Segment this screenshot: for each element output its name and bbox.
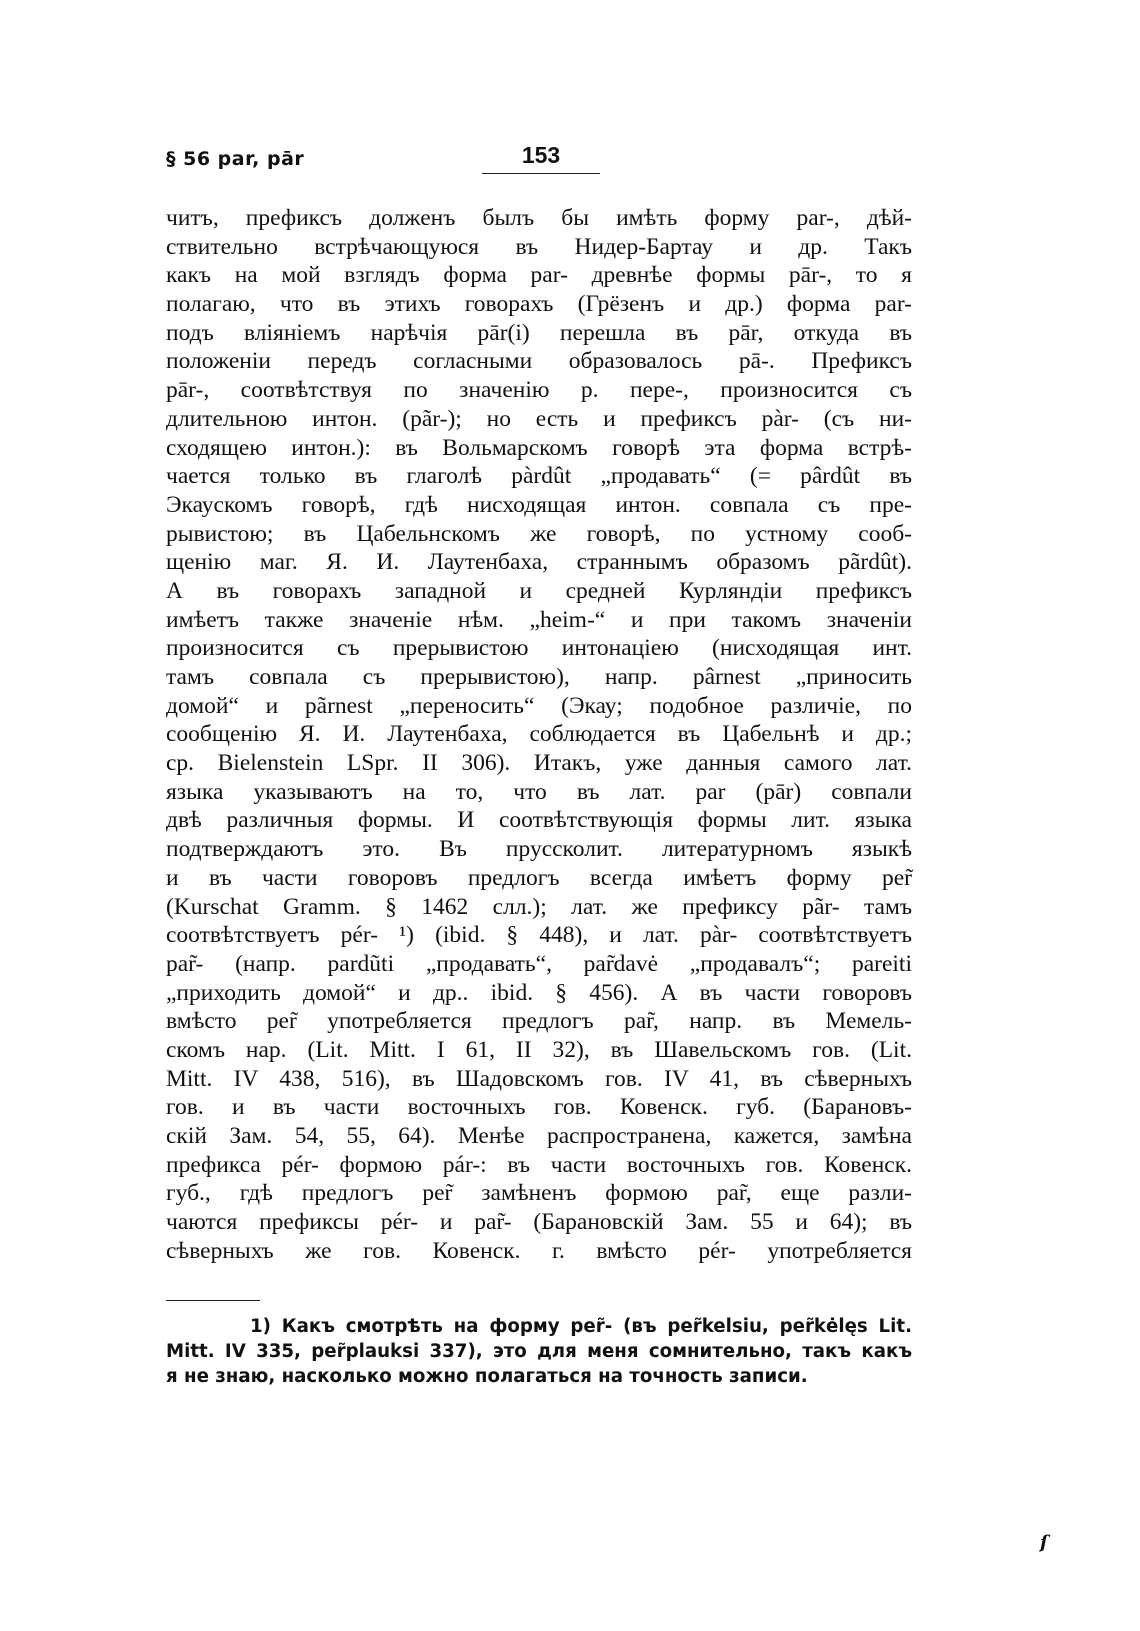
text-line: скомъ нар. (Lit. Mitt. I 61, II 32), въ Шавельскомъ гов. (Lit. bbox=[166, 1036, 912, 1063]
text-line: произносится съ прерывистою интонаціею (нисходящая инт. bbox=[166, 635, 912, 662]
text-line: читъ, префиксъ долженъ былъ бы имѣть форму par-, дѣй- bbox=[166, 205, 912, 231]
text-line: какъ на мой взглядъ форма par- древнѣе формы pār-, то я bbox=[166, 262, 912, 289]
text-line: префикса pér- формою pár-: въ части восточныхъ гов. Ковенск. bbox=[166, 1151, 912, 1178]
text-line: сообщенію Я. И. Лаутенбаха, соблюдается въ Цабельнѣ и др.; bbox=[166, 721, 912, 748]
text-line: вмѣсто per̃ употребляется предлогъ par̃, напр. въ Мемель- bbox=[166, 1008, 912, 1035]
stray-print-mark: ſ bbox=[1040, 1532, 1048, 1553]
running-head bbox=[166, 142, 906, 178]
text-line: чаются префиксы pér- и par̃- (Барановскій Зам. 55 и 64); въ bbox=[166, 1209, 912, 1236]
footnote-rule bbox=[166, 1300, 260, 1301]
page-number: 153 bbox=[482, 142, 600, 174]
text-line: par̃- (напр. pardũti „продавать“, par̃davė „продавалъ“; pareiti bbox=[166, 950, 912, 977]
text-line: ср. Bielenstein LSpr. II 306). Итакъ, уже данныя самого лат. bbox=[166, 750, 912, 777]
text-line: pār-, соотвѣтствуя по значенію р. пере-, произносится съ bbox=[166, 377, 912, 404]
text-line: рывистою; въ Цабельнскомъ же говорѣ, по устному сооб- bbox=[166, 520, 912, 547]
text-line: „приходить домой“ и др.. ibid. § 456). А въ части говоровъ bbox=[166, 979, 912, 1006]
text-line: языка указываютъ на то, что въ лат. par (pār) совпали bbox=[166, 778, 912, 805]
main-text bbox=[166, 204, 912, 1265]
text-line: положеніи передъ согласными образовалось pā-. Префиксъ bbox=[166, 348, 912, 375]
text-line: имѣетъ также значеніе нѣм. „heim-“ и при такомъ значеніи bbox=[166, 606, 912, 633]
footnote bbox=[166, 1314, 912, 1389]
footnote-line: я не знаю, насколько можно полагаться на точность записи. bbox=[166, 1366, 808, 1387]
text-line: Mitt. IV 438, 516), въ Шадовскомъ гов. IV 41, въ сѣверныхъ bbox=[166, 1065, 912, 1092]
text-line: щенію маг. Я. И. Лаутенбаха, страннымъ образомъ pãrdût). bbox=[166, 549, 912, 576]
text-line: Экаускомъ говорѣ, гдѣ нисходящая интон. совпала съ пре- bbox=[166, 491, 912, 518]
text-line: А въ говорахъ западной и средней Курляндіи префиксъ bbox=[166, 577, 912, 604]
text-line: домой“ и pãrnest „переносить“ (Экау; подобное различіе, по bbox=[166, 692, 912, 719]
text-line: губ., гдѣ предлогъ per̃ замѣненъ формою par̃, еще разли- bbox=[166, 1180, 912, 1207]
text-line: гов. и въ части восточныхъ гов. Ковенск. губ. (Барановъ- bbox=[166, 1094, 912, 1121]
text-line: скій Зам. 54, 55, 64). Менѣе распространена, кажется, замѣна bbox=[166, 1123, 912, 1149]
text-line: сѣверныхъ же гов. Ковенск. г. вмѣсто pér- употребляется bbox=[166, 1237, 912, 1264]
text-line: длительною интон. (pãr-); но есть и префиксъ pàr- (съ ни- bbox=[166, 405, 912, 432]
text-line: ствительно встрѣчающуюся въ Нидер-Бартау и др. Такъ bbox=[166, 233, 912, 260]
section-header: § 56 par, pār bbox=[166, 148, 305, 170]
text-line: сходящею интон.): въ Вольмарскомъ говорѣ эта форма встрѣ- bbox=[166, 434, 912, 461]
text-line: и въ части говоровъ предлогъ всегда имѣетъ форму per̃ bbox=[166, 864, 912, 891]
text-line: подтверждаютъ это. Въ пруссколит. литературномъ языкѣ bbox=[166, 836, 912, 863]
footnote-line: Mitt. IV 335, per̃plauksi 337), это для меня сомнительно, такъ какъ bbox=[166, 1341, 912, 1362]
text-line: соотвѣтствуетъ pér- ¹) (ibid. § 448), и лат. pàr- соотвѣтствуетъ bbox=[166, 922, 912, 949]
footnote-line: 1) Какъ смотрѣть на форму per̃- (въ per̃kelsiu, per̃kėlęs Lit. bbox=[250, 1316, 912, 1337]
text-line: (Kurschat Gramm. § 1462 слл.); лат. же префиксу pãr- тамъ bbox=[166, 893, 912, 920]
text-line: двѣ различныя формы. И соотвѣтствующія формы лит. языка bbox=[166, 807, 912, 834]
text-line: полагаю, что въ этихъ говорахъ (Грёзенъ и др.) форма par- bbox=[166, 291, 912, 318]
text-line: подъ вліяніемъ нарѣчія pār(i) перешла въ pār, откуда въ bbox=[166, 319, 912, 346]
text-line: тамъ совпала съ прерывистою), напр. pârnest „приносить bbox=[166, 664, 912, 690]
text-line: чается только въ глаголѣ pàrdût „продавать“ (= pârdût въ bbox=[166, 463, 912, 490]
